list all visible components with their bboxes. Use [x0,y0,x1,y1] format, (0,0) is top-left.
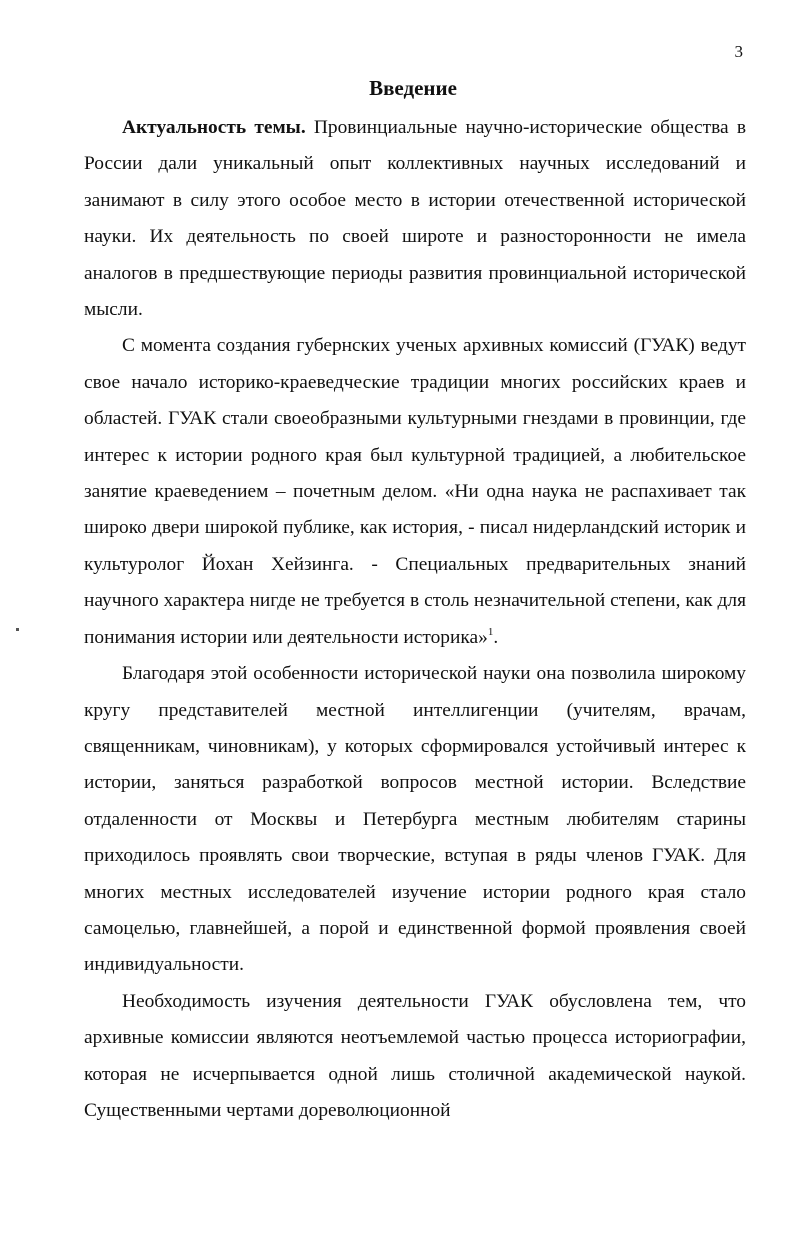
paragraph-relevance [84,110,746,328]
paragraph-tail: . [493,626,499,648]
paragraph-text: С момента создания губернских ученых архивных комиссий (ГУАК) ведут свое начало историко-краеведческие традиции многих российских краев и областей. ГУАК стали своеобразными культурными гнездами в провинции, где интерес к истории родного края был культурной традицией, а любительское занятие краеведением – почетным делом. «Ни одна наука не распахивает так широко двери широкой публике, как история, - писал нидерландский историк и культуролог Йохан Хейзинга. - Специальных предварительных знаний научного характера нигде не требуется в столь незначительной степени, как для понимания истории или деятельности историка» [84,335,746,648]
page-number: 3 [734,42,743,61]
paragraph-guak-traditions [84,328,746,656]
paragraph-text: Необходимость изучения деятельности ГУАК обусловлена тем, что архивные комиссии являются неотъемлемой частью процесса историографии, которая не исчерпывается одной лишь столичной академической наукой. Существенными чертами дореволюционной [84,990,746,1121]
paragraph-intelligentsia [84,656,746,984]
scan-dot [16,628,19,631]
footnote-reference: 1 [487,625,494,638]
body-text [84,110,746,1129]
paragraph-necessity [84,984,746,1130]
paragraph-lead: Актуальность темы. [122,117,306,138]
section-heading: Введение [369,76,457,100]
paragraph-text: Благодаря этой особенности исторической науки она позволила широкому кругу представителей местной интеллигенции (учителям, врачам, священникам, чиновникам), у которых сформировался устойчивый интерес к истории, заняться разработкой вопросов местной истории. Вследствие отдаленности от Москвы и Петербурга местным любителям старины приходилось проявлять свои творческие, вступая в ряды членов ГУАК. Для многих местных исследователей изучение истории родного края стало самоцелью, главнейшей, а порой и единственной формой проявления своей индивидуальности. [84,663,746,976]
paragraph-text: Провинциальные научно-исторические общества в России дали уникальный опыт коллективных научных исследований и занимают в силу этого особое место в истории отечественной исторической науки. Их деятельность по своей широте и разносторонности не имела аналогов в предшествующие периоды развития провинциальной исторической мысли. [84,117,746,321]
